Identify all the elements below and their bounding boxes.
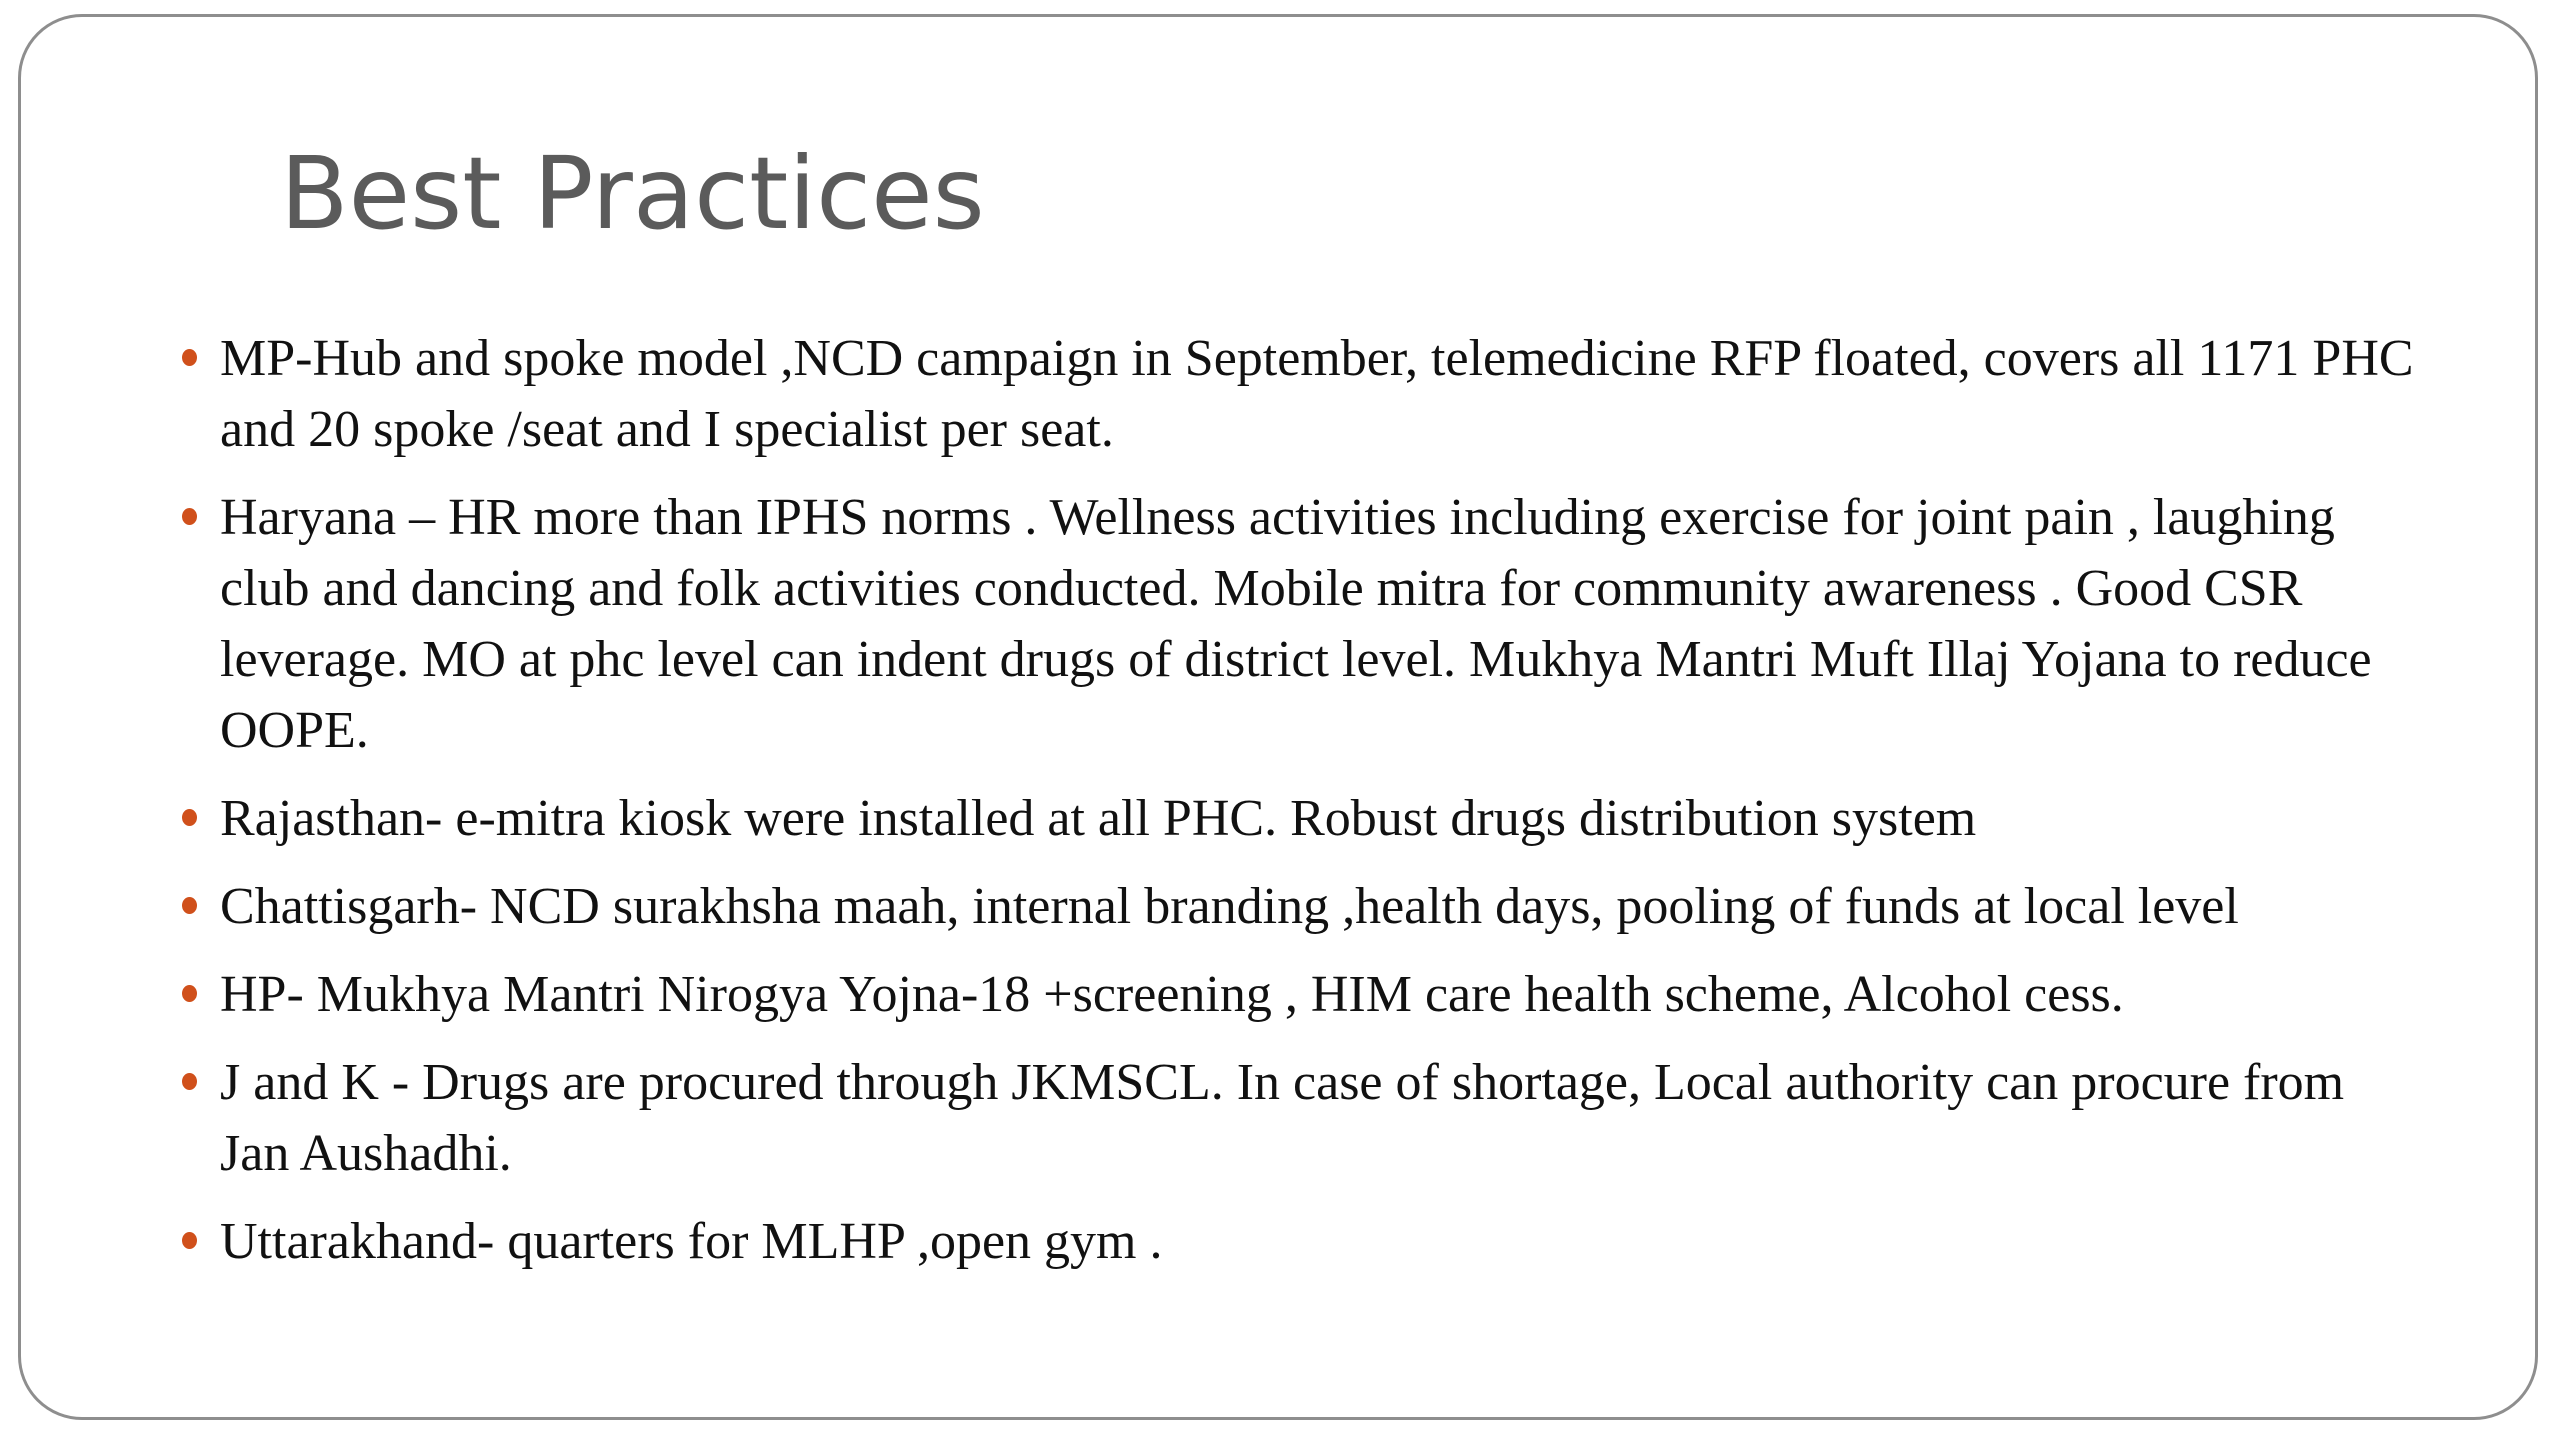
bullet-text: Uttarakhand- quarters for MLHP ,open gym . <box>220 1213 1163 1270</box>
bullet-list <box>220 323 2420 1294</box>
bullet-text: Haryana – HR more than IPHS norms . Wellness activities including exercise for joint pain , laughing club and dancing and folk activities conducted. Mobile mitra for community awareness . Good CSR leverage. MO at phc level can indent drugs of district level. Mukhya Mantri Muft Illaj Yojana to reduce OOPE. <box>220 489 2372 759</box>
bullet-text: MP-Hub and spoke model ,NCD campaign in September, telemedicine RFP floated, covers all 1171 PHC and 20 spoke /seat and I specialist per seat. <box>220 330 2414 458</box>
bullet-text: Chattisgarh- NCD surakhsha maah, internal branding ,health days, pooling of funds at local level <box>220 878 2239 935</box>
bullet-item-jk <box>220 1047 2420 1189</box>
bullet-dot-icon <box>182 809 197 826</box>
bullet-dot-icon <box>182 985 197 1002</box>
bullet-text: HP- Mukhya Mantri Nirogya Yojna-18 +screening , HIM care health scheme, Alcohol cess. <box>220 966 2124 1023</box>
bullet-item-haryana <box>220 482 2420 766</box>
slide-frame <box>18 14 2538 1420</box>
bullet-item-mp <box>220 323 2420 465</box>
slide-title: Best Practices <box>280 135 985 252</box>
bullet-item-hp <box>220 959 2420 1030</box>
bullet-dot-icon <box>182 1073 197 1090</box>
bullet-dot-icon <box>182 897 197 914</box>
bullet-dot-icon <box>182 349 197 366</box>
bullet-dot-icon <box>182 1232 197 1249</box>
bullet-item-rajasthan <box>220 783 2420 854</box>
bullet-item-chattisgarh <box>220 871 2420 942</box>
bullet-dot-icon <box>182 508 197 525</box>
bullet-text: J and K - Drugs are procured through JKMSCL. In case of shortage, Local authority can procure from Jan Aushadhi. <box>220 1054 2345 1182</box>
bullet-text: Rajasthan- e-mitra kiosk were installed at all PHC. Robust drugs distribution system <box>220 790 1977 847</box>
bullet-item-uttarakhand <box>220 1206 2420 1277</box>
